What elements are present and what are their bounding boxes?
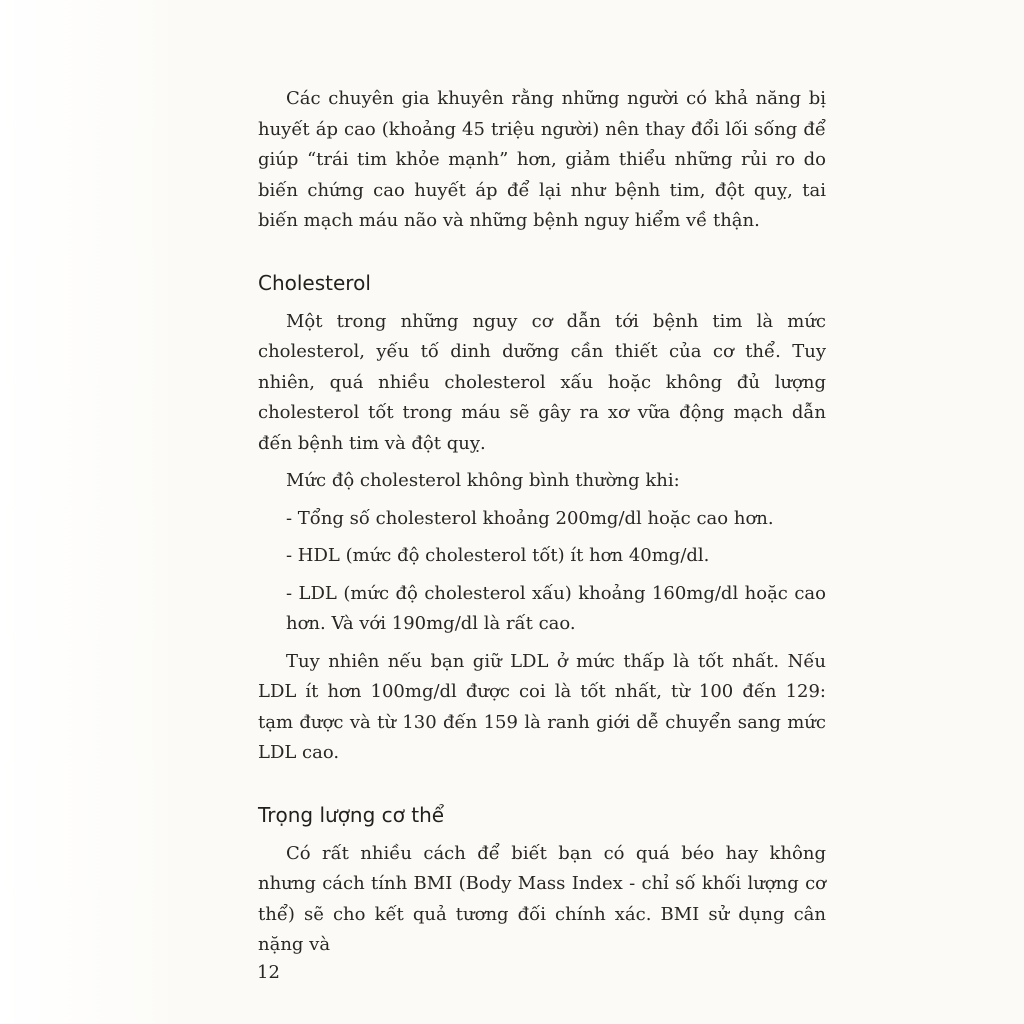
- cholesterol-list-intro: Mức độ cholesterol không bình thường khi:: [286, 470, 680, 491]
- page-margin-shading: [0, 0, 168, 1024]
- page-text-body: [258, 84, 826, 968]
- cholesterol-heading: Cholesterol: [258, 270, 371, 295]
- intro-paragraph: Các chuyên gia khuyên rằng những người có khả năng bị huyết áp cao (khoảng 45 triệu người) nên thay đổi lối sống để giúp “trái tim khỏe mạnh” hơn, giảm thiểu những rủi ro do biến chứng cao huyết áp để lại như bệnh tim, đột quỵ, tai biến mạch máu não và những bệnh nguy hiểm về thận.: [258, 88, 826, 231]
- body-weight-heading: Trọng lượng cơ thể: [258, 802, 445, 827]
- body-weight-paragraph: Có rất nhiều cách để biết bạn có quá béo hay không nhưng cách tính BMI (Body Mass Index - chỉ số khối lượng cơ thể) sẽ cho kết quả tương đối chính xác. BMI sử dụng cân nặng và: [258, 842, 826, 955]
- cholesterol-list-item-hdl: - HDL (mức độ cholesterol tốt) ít hơn 40mg/dl.: [286, 545, 710, 566]
- ldl-guidance-paragraph: Tuy nhiên nếu bạn giữ LDL ở mức thấp là tốt nhất. Nếu LDL ít hơn 100mg/dl được coi là tốt nhất, từ 100 đến 129: tạm được và từ 130 đến 159 là ranh giới dễ chuyển sang mức LDL cao.: [258, 650, 826, 763]
- cholesterol-paragraph: Một trong những nguy cơ dẫn tới bệnh tim là mức cholesterol, yếu tố dinh dưỡng cần thiết của cơ thể. Tuy nhiên, quá nhiều cholesterol xấu hoặc không đủ lượng cholesterol tốt trong máu sẽ gây ra xơ vữa động mạch dẫn đến bệnh tim và đột quỵ.: [258, 310, 826, 454]
- cholesterol-list-item-total: - Tổng số cholesterol khoảng 200mg/dl hoặc cao hơn.: [286, 507, 774, 529]
- cholesterol-list-item-ldl: - LDL (mức độ cholesterol xấu) khoảng 160mg/dl hoặc cao hơn. Và với 190mg/dl là rất cao.: [286, 582, 826, 634]
- page-number: 12: [257, 962, 280, 983]
